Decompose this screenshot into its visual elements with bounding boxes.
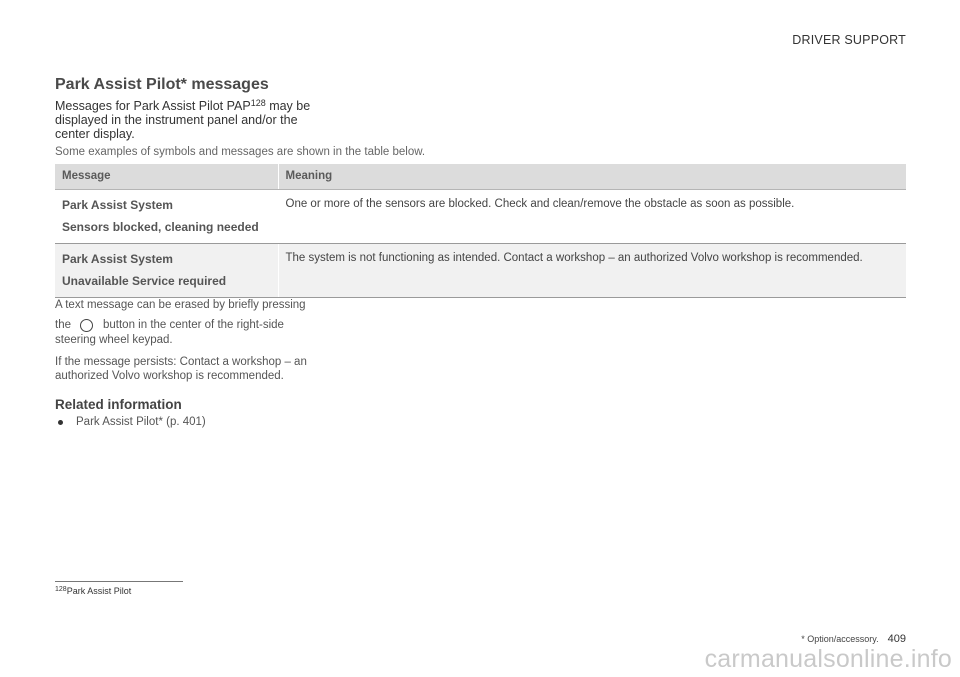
- body-line: steering wheel keypad.: [55, 334, 173, 346]
- footnote-number: 128: [55, 586, 67, 593]
- message-cell: [55, 243, 278, 297]
- intro-text-start: Messages for Park Assist Pilot PAP: [55, 99, 251, 113]
- message-system: Park Assist System: [62, 197, 173, 212]
- page-footer: [801, 633, 906, 645]
- meaning-cell: One or more of the sensors are blocked. Check and clean/remove the obstacle as soon as possible.: [278, 189, 906, 243]
- erase-message-paragraph: [55, 298, 330, 347]
- messages-table: [55, 164, 906, 298]
- persist-message-paragraph: If the message persists: Contact a workshop – an authorized Volvo workshop is recommended.: [55, 356, 307, 382]
- related-info-list: [55, 415, 206, 430]
- intro-paragraph: [55, 99, 325, 141]
- body-text-fragment: the: [55, 319, 71, 331]
- table-intro: Some examples of symbols and messages are shown in the table below.: [55, 146, 426, 158]
- related-link[interactable]: Park Assist Pilot* (p. 401): [55, 415, 206, 430]
- message-detail: Sensors blocked, cleaning needed: [62, 219, 259, 234]
- footnote-divider: [55, 581, 183, 582]
- watermark: carmanualsonline.info: [704, 645, 952, 673]
- option-accessory-note: * Option/accessory.: [801, 634, 879, 644]
- intro-text-end: may be displayed in the instrument panel and/or the center display.: [55, 99, 311, 141]
- body-text-fragment: button in the center of the right-side: [103, 319, 284, 331]
- footnote: [55, 586, 131, 596]
- table-row: [55, 189, 906, 243]
- page-title: Park Assist Pilot* messages: [55, 76, 269, 93]
- ok-button-icon: [80, 319, 93, 332]
- column-header-message: Message: [55, 164, 278, 189]
- message-detail: Unavailable Service required: [62, 273, 227, 288]
- footnote-reference[interactable]: 128: [250, 98, 266, 108]
- column-header-meaning: Meaning: [278, 164, 906, 189]
- body-line-with-icon: [55, 317, 330, 333]
- table-row: [55, 243, 906, 297]
- table-header-row: [55, 164, 906, 189]
- meaning-cell: The system is not functioning as intended. Contact a workshop – an authorized Volvo workshop is recommended.: [278, 243, 906, 297]
- related-info-heading: Related information: [55, 397, 182, 412]
- footnote-text: Park Assist Pilot: [66, 586, 132, 596]
- message-system: Park Assist System: [62, 251, 173, 266]
- page-number: 409: [887, 633, 906, 645]
- body-line: A text message can be erased by briefly pressing: [55, 299, 306, 311]
- message-cell: [55, 189, 278, 243]
- section-header: DRIVER SUPPORT: [792, 33, 906, 47]
